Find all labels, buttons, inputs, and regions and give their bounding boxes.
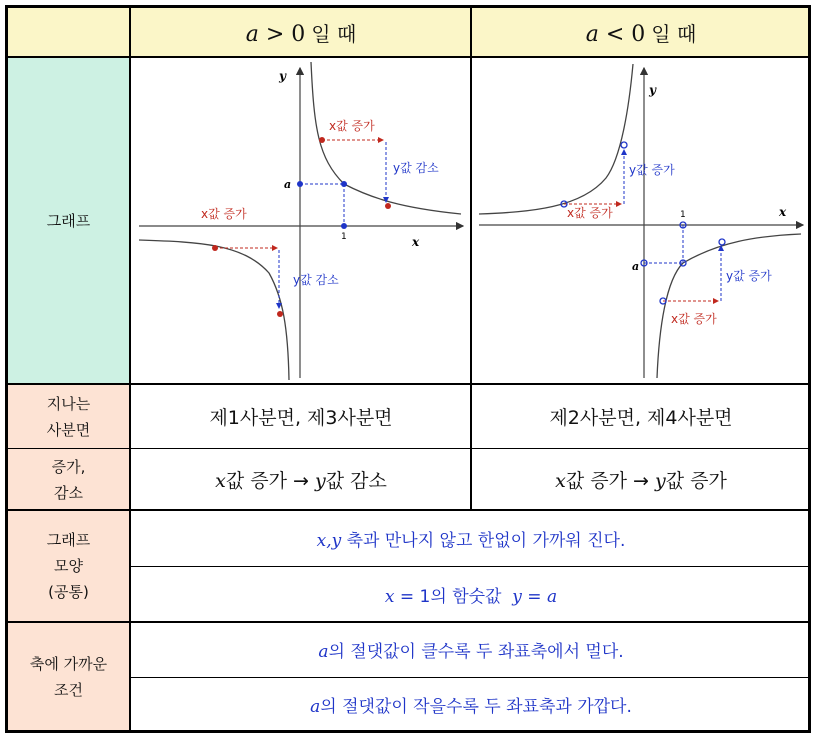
shape-line-asymptote: x,y 축과 만나지 않고 한없이 가까워 진다.	[316, 530, 626, 551]
x-axis-label: x	[779, 205, 787, 219]
anno-top-y: y값 감소	[393, 161, 439, 175]
one-label: 1	[680, 210, 686, 220]
row-label-quadrant: 지나는 사분면	[6, 384, 131, 449]
border-left	[5, 5, 8, 733]
border-row-axis-inner	[131, 677, 811, 678]
y-axis-label: y	[279, 69, 286, 83]
one-label: 1	[341, 232, 347, 242]
border-row-shape-inner	[131, 566, 811, 567]
y-axis-label: y	[649, 83, 656, 97]
border-col-2	[470, 5, 472, 510]
row-label-shape: 그래프 모양 (공통)	[6, 510, 131, 622]
border-row-header	[5, 56, 811, 58]
curve-second-quadrant	[479, 64, 633, 214]
row-label-axis-condition: 축에 가까운 조건	[6, 622, 131, 732]
border-bottom	[5, 730, 811, 733]
curve-third-quadrant	[139, 240, 289, 380]
anno-bot-y: y값 증가	[726, 269, 772, 283]
row-label-graph: 그래프	[6, 58, 131, 384]
anno-top-x: x값 증가	[567, 206, 613, 220]
curve-fourth-quadrant	[657, 234, 801, 378]
change-negative: x값 증가 → y값 증가	[555, 470, 727, 492]
graph-a-positive	[131, 58, 471, 384]
border-row-change	[5, 509, 811, 511]
border-row-shape	[5, 621, 811, 623]
anno-bot-y: y값 감소	[293, 273, 339, 287]
x-axis-label: x	[412, 235, 420, 249]
anno-bot-x: x값 증가	[671, 312, 717, 326]
anno-top-x: x값 증가	[329, 119, 375, 133]
header-a-positive: a > 0 일 때	[131, 6, 471, 58]
header-a-negative: a < 0 일 때	[471, 6, 811, 58]
border-right	[808, 5, 811, 733]
border-top	[5, 5, 811, 8]
shape-line-value: x = 1의 함숫값 y = a	[384, 586, 558, 607]
border-row-graph	[5, 383, 811, 385]
a-label: a	[284, 178, 292, 191]
border-row-quadrant	[5, 448, 811, 449]
graph-a-negative	[471, 58, 811, 384]
quadrant-negative: 제2사분면, 제4사분면	[549, 407, 733, 429]
axis-line-far: a의 절댓값이 클수록 두 좌표축에서 멀다.	[318, 642, 624, 662]
change-positive: x값 증가 → y값 감소	[215, 470, 387, 492]
anno-top-y: y값 증가	[629, 163, 675, 177]
quadrant-positive: 제1사분면, 제3사분면	[209, 407, 393, 429]
curve-first-quadrant	[311, 62, 461, 214]
a-label: a	[632, 260, 640, 273]
axis-line-near: a의 절댓값이 작을수록 두 좌표축과 가깝다.	[310, 697, 632, 717]
border-col-1	[129, 5, 131, 733]
row-label-change: 증가, 감소	[6, 449, 131, 510]
corner-cell	[6, 6, 131, 58]
anno-bot-x: x값 증가	[201, 207, 247, 221]
